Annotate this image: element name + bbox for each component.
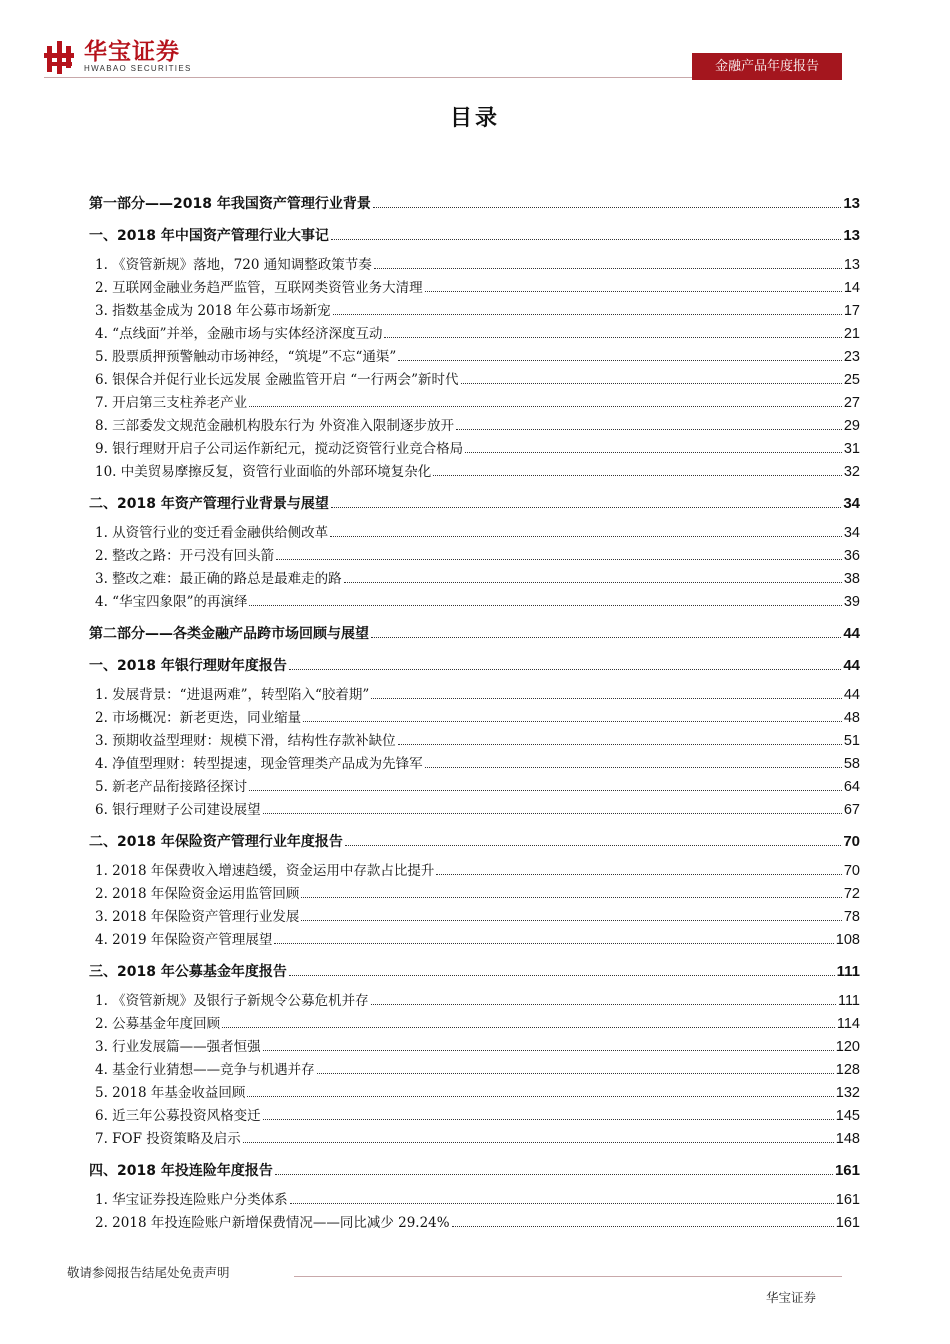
dot-leader — [249, 406, 842, 407]
toc-entry[interactable] — [89, 704, 860, 727]
toc-entry[interactable] — [89, 796, 860, 819]
toc-entry-title: 1. 华宝证券投连险账户分类体系 — [95, 1192, 288, 1208]
toc-page-number: 13 — [843, 227, 860, 244]
toc-page-number: 44 — [843, 657, 860, 674]
toc-entry[interactable] — [89, 1010, 860, 1033]
toc-entry[interactable] — [89, 773, 860, 796]
toc-entry[interactable] — [89, 366, 860, 389]
toc-entry-title: 6. 银保合并促行业长远发展 金融监管开启 “一行两会”新时代 — [95, 372, 459, 388]
dot-leader — [436, 874, 842, 875]
toc-page-number: 67 — [843, 802, 860, 818]
toc-section-entry[interactable] — [89, 955, 860, 981]
toc-page-number: 114 — [836, 1016, 860, 1032]
toc-page-number: 25 — [843, 372, 860, 388]
toc-entry-title: 第一部分——2018 年我国资产管理行业背景 — [89, 196, 371, 212]
toc-entry-title: 1. 从资管行业的变迁看金融供给侧改革 — [95, 525, 329, 541]
dot-leader — [345, 845, 841, 846]
toc-entry-title: 3. 整改之难：最正确的路总是最难走的路 — [95, 571, 342, 587]
dot-leader — [425, 291, 842, 292]
toc-page-number: 44 — [843, 687, 860, 703]
toc-page-number: 34 — [843, 525, 860, 541]
toc-page-number: 31 — [843, 441, 860, 457]
dot-leader — [263, 1050, 834, 1051]
toc-entry-title: 2. 整改之路：开弓没有回头箭 — [95, 548, 275, 564]
dot-leader — [290, 1203, 834, 1204]
toc-page-number: 161 — [835, 1215, 860, 1231]
footer-divider — [294, 1276, 842, 1277]
toc-entry[interactable] — [89, 435, 860, 458]
toc-page-number: 29 — [843, 418, 860, 434]
toc-page-number: 120 — [835, 1039, 860, 1055]
dot-leader — [222, 1027, 835, 1028]
dot-leader — [456, 429, 842, 430]
toc-entry[interactable] — [89, 343, 860, 366]
toc-entry-title: 4. 净值型理财：转型提速，现金管理类产品成为先锋军 — [95, 756, 423, 772]
dot-leader — [398, 360, 842, 361]
toc-entry-title: 7. 开启第三支柱养老产业 — [95, 395, 248, 411]
toc-entry-title: 3. 行业发展篇——强者恒强 — [95, 1039, 261, 1055]
toc-entry[interactable] — [89, 274, 860, 297]
dot-leader — [374, 268, 842, 269]
toc-section-entry[interactable] — [89, 1154, 860, 1180]
toc-entry[interactable] — [89, 926, 860, 949]
header-divider — [44, 77, 692, 78]
dot-leader — [371, 637, 841, 638]
toc-entry[interactable] — [89, 1056, 860, 1079]
report-type-badge: 金融产品年度报告 — [692, 53, 842, 80]
dot-leader — [249, 790, 842, 791]
toc-page-number: 21 — [843, 326, 860, 342]
toc-page-number: 148 — [835, 1131, 860, 1147]
toc-entry-title: 10. 中美贸易摩擦反复，资管行业面临的外部环境复杂化 — [95, 464, 432, 480]
toc-entry-title: 6. 银行理财子公司建设展望 — [95, 802, 261, 818]
toc-entry-title: 3. 指数基金成为 2018 年公募市场新宠 — [95, 303, 331, 319]
page-title: 目录 — [449, 106, 500, 131]
toc-page-number: 78 — [843, 909, 860, 925]
huabao-logo-icon — [44, 38, 78, 76]
toc-entry-title: 8. 三部委发文规范金融机构股东行为 外资准入限制逐步放开 — [95, 418, 454, 434]
toc-page-number: 48 — [843, 710, 860, 726]
dot-leader — [263, 1119, 834, 1120]
toc-entry[interactable] — [89, 458, 860, 481]
toc-page-number: 23 — [843, 349, 860, 365]
toc-section-entry[interactable] — [89, 487, 860, 513]
toc-entry[interactable] — [89, 542, 860, 565]
toc-entry[interactable] — [89, 880, 860, 903]
toc-entry[interactable] — [89, 1079, 860, 1102]
dot-leader — [247, 1096, 833, 1097]
toc-entry[interactable] — [89, 519, 860, 542]
toc-page-number: 14 — [843, 280, 860, 296]
dot-leader — [301, 897, 842, 898]
toc-entry[interactable] — [89, 750, 860, 773]
toc-entry[interactable] — [89, 320, 860, 343]
page-header — [0, 0, 950, 90]
toc-entry[interactable] — [89, 1102, 860, 1125]
dot-leader — [331, 239, 841, 240]
dot-leader — [276, 559, 842, 560]
toc-entry-title: 5. 新老产品衔接路径探讨 — [95, 779, 248, 795]
toc-page-number: 44 — [843, 625, 860, 642]
toc-page-number: 38 — [843, 571, 860, 587]
brand-name-cn: 华宝证券 — [84, 39, 180, 65]
dot-leader — [303, 721, 842, 722]
dot-leader — [433, 475, 842, 476]
toc-page-number: 70 — [843, 833, 860, 850]
toc-entry-title: 4. 2019 年保险资产管理展望 — [95, 932, 273, 948]
dot-leader — [274, 943, 833, 944]
toc-entry[interactable] — [89, 588, 860, 611]
dot-leader — [289, 975, 835, 976]
toc-entry-title: 一、2018 年中国资产管理行业大事记 — [89, 228, 329, 244]
toc-page-number: 17 — [843, 303, 860, 319]
toc-section-entry[interactable] — [89, 825, 860, 851]
toc-entry[interactable] — [89, 727, 860, 750]
dot-leader — [289, 669, 841, 670]
toc-entry-title: 7. FOF 投资策略及启示 — [95, 1131, 241, 1147]
toc-page-number: 32 — [843, 464, 860, 480]
toc-entry-title: 2. 市场概况：新老更迭，同业缩量 — [95, 710, 302, 726]
toc-entry[interactable] — [89, 1125, 860, 1148]
dot-leader — [249, 605, 841, 606]
toc-entry-title: 2. 公募基金年度回顾 — [95, 1016, 221, 1032]
toc-page-number: 108 — [835, 932, 860, 948]
toc-section-entry[interactable] — [89, 649, 860, 675]
dot-leader — [465, 452, 842, 453]
footer-company: 华宝证券 — [766, 1290, 817, 1305]
toc-entry-title: 第二部分——各类金融产品跨市场回顾与展望 — [89, 626, 369, 642]
dot-leader — [275, 1174, 833, 1175]
toc-entry-title: 3. 预期收益型理财：规模下滑，结构性存款补缺位 — [95, 733, 396, 749]
toc-entry-title: 4. “华宝四象限”的再演绎 — [95, 594, 248, 610]
dot-leader — [301, 920, 842, 921]
toc-entry[interactable] — [89, 903, 860, 926]
toc-entry[interactable] — [89, 857, 860, 880]
toc-page-number: 161 — [834, 1162, 860, 1179]
toc-entry-title: 三、2018 年公募基金年度报告 — [89, 964, 287, 980]
toc-entry-title: 4. “点线面”并举，金融市场与实体经济深度互动 — [95, 326, 383, 342]
toc-page-number: 27 — [843, 395, 860, 411]
toc-entry[interactable] — [89, 565, 860, 588]
toc-entry-title: 1. 2018 年保费收入增速趋缓，资金运用中存款占比提升 — [95, 863, 435, 879]
dot-leader — [398, 744, 842, 745]
dot-leader — [384, 337, 841, 338]
toc-entry[interactable] — [89, 297, 860, 320]
toc-entry-title: 4. 基金行业猜想——竞争与机遇并存 — [95, 1062, 315, 1078]
toc-entry-title: 1. 《资管新规》落地，720 通知调整政策节奏 — [95, 257, 372, 273]
brand-name-en: HWABAO SECURITIES — [84, 64, 192, 73]
toc-page-number: 39 — [843, 594, 860, 610]
toc-page-number: 70 — [843, 863, 860, 879]
toc-page-number: 64 — [843, 779, 860, 795]
toc-entry-title: 3. 2018 年保险资产管理行业发展 — [95, 909, 300, 925]
toc-page-number: 58 — [843, 756, 860, 772]
dot-leader — [371, 1004, 836, 1005]
toc-page-number: 111 — [836, 963, 860, 980]
toc-page-number: 51 — [843, 733, 860, 749]
toc-entry-title: 2. 2018 年投连险账户新增保费情况——同比减少 29.24% — [95, 1215, 450, 1231]
table-of-contents — [89, 181, 860, 1232]
toc-entry-title: 二、2018 年资产管理行业背景与展望 — [89, 496, 329, 512]
toc-page-number: 128 — [835, 1062, 860, 1078]
toc-page-number: 145 — [835, 1108, 860, 1124]
dot-leader — [333, 314, 842, 315]
dot-leader — [425, 767, 842, 768]
dot-leader — [263, 813, 842, 814]
toc-entry-title: 9. 银行理财开启子公司运作新纪元，搅动泛资管行业竞合格局 — [95, 441, 464, 457]
toc-section-entry[interactable] — [89, 617, 860, 643]
toc-entry[interactable] — [89, 1209, 860, 1232]
toc-page-number: 132 — [835, 1085, 860, 1101]
toc-entry[interactable] — [89, 1186, 860, 1209]
toc-page-number: 161 — [835, 1192, 860, 1208]
dot-leader — [371, 698, 842, 699]
dot-leader — [461, 383, 842, 384]
toc-section-entry[interactable] — [89, 187, 860, 213]
toc-page-number: 13 — [843, 257, 860, 273]
toc-entry[interactable] — [89, 681, 860, 704]
toc-page-number: 13 — [843, 195, 860, 212]
toc-page-number: 34 — [843, 495, 860, 512]
dot-leader — [344, 582, 842, 583]
toc-entry-title: 1. 发展背景：“进退两难”，转型陷入“胶着期” — [95, 687, 370, 703]
dot-leader — [373, 207, 841, 208]
company-logo — [44, 38, 192, 76]
disclaimer-note: 敬请参阅报告结尾处免责声明 — [67, 1265, 230, 1280]
dot-leader — [452, 1226, 834, 1227]
dot-leader — [331, 507, 841, 508]
toc-entry-title: 1. 《资管新规》及银行子新规令公募危机并存 — [95, 993, 369, 1009]
toc-entry[interactable] — [89, 1033, 860, 1056]
toc-entry[interactable] — [89, 251, 860, 274]
toc-entry[interactable] — [89, 412, 860, 435]
toc-entry-title: 5. 2018 年基金收益回顾 — [95, 1085, 246, 1101]
toc-entry[interactable] — [89, 987, 860, 1010]
dot-leader — [330, 536, 842, 537]
toc-entry-title: 一、2018 年银行理财年度报告 — [89, 658, 287, 674]
toc-entry-title: 6. 近三年公募投资风格变迁 — [95, 1108, 261, 1124]
toc-page-number: 72 — [843, 886, 860, 902]
dot-leader — [243, 1142, 834, 1143]
toc-entry-title: 2. 互联网金融业务趋严监管，互联网类资管业务大清理 — [95, 280, 423, 296]
toc-page-number: 36 — [843, 548, 860, 564]
toc-entry-title: 5. 股票质押预警触动市场神经，“筑堤”不忘“通渠” — [95, 349, 397, 365]
toc-entry-title: 四、2018 年投连险年度报告 — [89, 1163, 273, 1179]
toc-section-entry[interactable] — [89, 219, 860, 245]
toc-page-number: 111 — [837, 993, 860, 1009]
toc-entry[interactable] — [89, 389, 860, 412]
dot-leader — [317, 1073, 834, 1074]
toc-entry-title: 二、2018 年保险资产管理行业年度报告 — [89, 834, 343, 850]
toc-entry-title: 2. 2018 年保险资金运用监管回顾 — [95, 886, 300, 902]
